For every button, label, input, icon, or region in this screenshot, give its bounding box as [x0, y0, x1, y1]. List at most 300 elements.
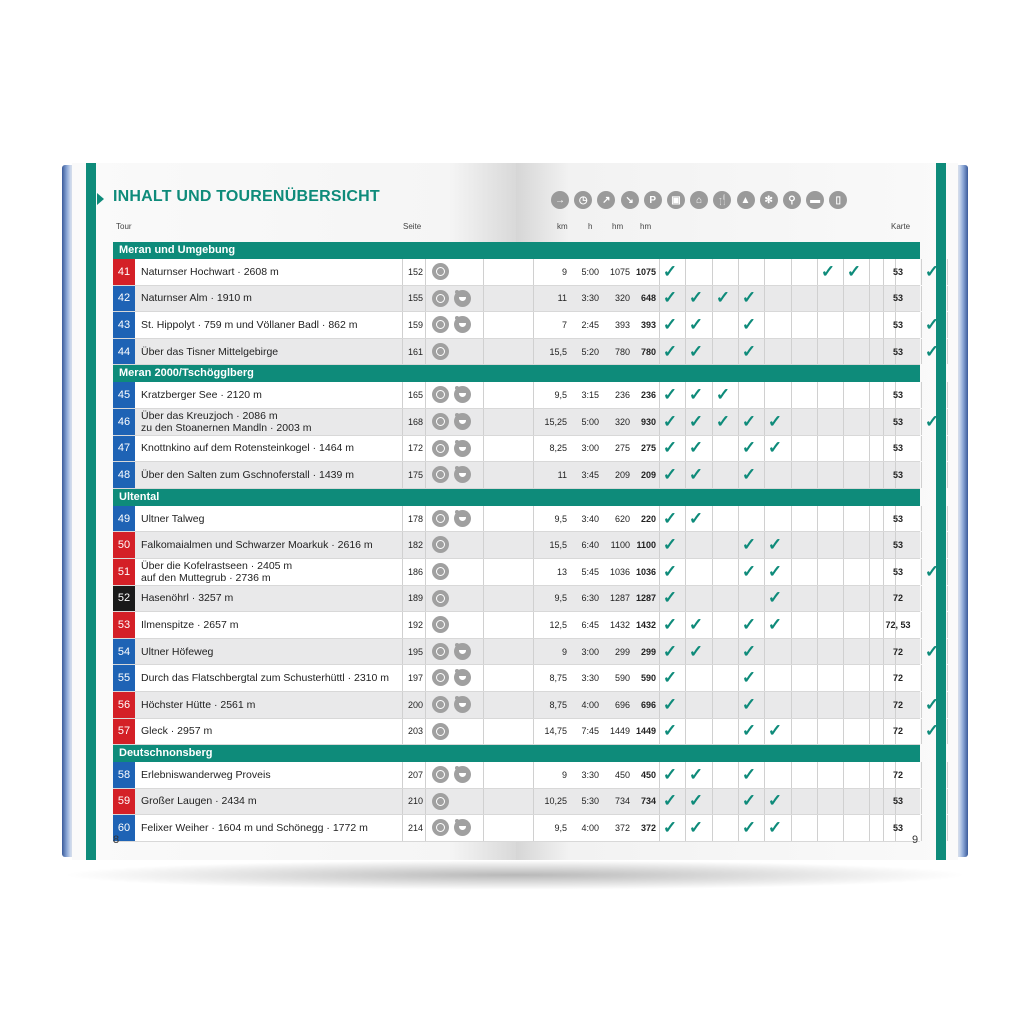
- column-divider: [712, 586, 713, 612]
- descent-hm: 696: [640, 699, 656, 710]
- family-bear-icon: [454, 510, 471, 527]
- check-icon: ✓: [662, 614, 678, 634]
- tour-name-line: Falkomaialmen und Schwarzer Moarkuk · 2616 m: [141, 539, 373, 552]
- tour-name: [141, 409, 406, 435]
- check-icon: ✓: [741, 341, 757, 361]
- column-divider: [425, 436, 426, 462]
- column-divider: [425, 639, 426, 665]
- table-row: [113, 286, 920, 313]
- check-icon: ✓: [924, 411, 940, 431]
- column-divider: [402, 815, 403, 841]
- check-icon: ✓: [820, 261, 836, 281]
- column-divider: [791, 789, 792, 815]
- family-bear-icon: [454, 316, 471, 333]
- family-bear-icon: [454, 766, 471, 783]
- check-icon: ✓: [688, 288, 704, 308]
- tour-name-line: Ultner Höfeweg: [141, 645, 214, 658]
- difficulty-icon: [432, 386, 449, 403]
- check-icon: ✓: [688, 791, 704, 811]
- column-divider: [947, 665, 948, 691]
- column-divider: [817, 436, 818, 462]
- column-divider: [869, 665, 870, 691]
- column-divider: [817, 612, 818, 638]
- check-icon: ✓: [741, 694, 757, 714]
- map-ref: 53: [892, 266, 903, 277]
- descent-hm: 734: [640, 796, 656, 807]
- family-bear-icon: [454, 440, 471, 457]
- column-divider: [483, 692, 484, 718]
- column-divider: [425, 665, 426, 691]
- column-divider: [791, 312, 792, 338]
- duration-h: 4:00: [581, 823, 599, 834]
- check-icon: ✓: [924, 314, 940, 334]
- column-divider: [402, 612, 403, 638]
- column-divider: [402, 462, 403, 488]
- difficulty-icon: [432, 290, 449, 307]
- page-ref: 161: [407, 346, 423, 357]
- column-divider: [764, 762, 765, 788]
- duration-h: 4:00: [581, 699, 599, 710]
- distance-km: 12,5: [549, 619, 567, 630]
- column-divider: [738, 382, 739, 408]
- difficulty-icon: [432, 263, 449, 280]
- column-divider: [402, 789, 403, 815]
- column-divider: [921, 665, 922, 691]
- check-icon: ✓: [662, 411, 678, 431]
- column-divider: [764, 462, 765, 488]
- tour-number-badge: 59: [113, 789, 135, 815]
- ascent-hm: 320: [614, 293, 630, 304]
- table-row: [113, 339, 940, 366]
- header-h: h: [588, 222, 593, 231]
- check-icon: ✓: [767, 791, 783, 811]
- column-divider: [685, 259, 686, 285]
- ascent-hm: 1075: [609, 266, 630, 277]
- column-divider: [712, 639, 713, 665]
- column-divider: [425, 789, 426, 815]
- page-ref: 178: [407, 513, 423, 524]
- column-divider: [712, 506, 713, 532]
- table-row: [113, 639, 940, 666]
- column-divider: [869, 286, 870, 312]
- page-ref: 152: [407, 266, 423, 277]
- column-divider: [402, 692, 403, 718]
- page-ref: 192: [407, 619, 423, 630]
- check-icon: ✓: [688, 614, 704, 634]
- tour-name-line: Gleck · 2957 m: [141, 725, 213, 738]
- table-row: [113, 532, 920, 559]
- page-ref: 197: [407, 673, 423, 684]
- map-ref: 72, 53: [885, 619, 911, 630]
- check-icon: ✓: [662, 588, 678, 608]
- tour-name-line: zu den Stoanernen Mandln · 2003 m: [141, 421, 312, 434]
- column-divider: [712, 559, 713, 585]
- column-divider: [791, 409, 792, 435]
- column-divider: [425, 719, 426, 745]
- column-divider: [425, 612, 426, 638]
- family-bear-icon: [454, 643, 471, 660]
- check-icon: ✓: [688, 508, 704, 528]
- map-ref: 72: [892, 726, 903, 737]
- column-divider: [764, 259, 765, 285]
- tour-number-badge: 44: [113, 339, 135, 365]
- tour-number-badge: 46: [113, 409, 135, 435]
- map-ref: 53: [892, 390, 903, 401]
- difficulty-icon: [432, 563, 449, 580]
- column-divider: [402, 339, 403, 365]
- column-divider: [817, 286, 818, 312]
- tour-name: [141, 789, 406, 815]
- duration-h: 5:30: [581, 796, 599, 807]
- column-divider: [947, 382, 948, 408]
- check-icon: ✓: [741, 668, 757, 688]
- column-divider: [425, 559, 426, 585]
- descent-hm: 236: [640, 390, 656, 401]
- tour-name-line: Ultner Talweg: [141, 512, 205, 525]
- duration-h: 6:30: [581, 593, 599, 604]
- header-km: km: [557, 222, 568, 231]
- difficulty-icon: [432, 536, 449, 553]
- difficulty-icon: [432, 793, 449, 810]
- table-row: [113, 815, 920, 842]
- descent-hm: 299: [640, 646, 656, 657]
- table-row: [113, 506, 920, 533]
- column-divider: [947, 815, 948, 841]
- check-icon: ✓: [741, 535, 757, 555]
- tour-name-line: Über das Tisner Mittelgebirge: [141, 345, 279, 358]
- column-divider: [712, 719, 713, 745]
- distance-km: 9,5: [554, 823, 567, 834]
- column-divider: [483, 719, 484, 745]
- distance-km: 7: [561, 319, 567, 330]
- check-icon: ✓: [741, 288, 757, 308]
- table-row: [113, 692, 940, 719]
- column-divider: [869, 462, 870, 488]
- map-ref: 72: [892, 699, 903, 710]
- column-divider: [947, 532, 948, 558]
- column-divider: [869, 409, 870, 435]
- column-divider: [764, 312, 765, 338]
- column-divider: [791, 719, 792, 745]
- page-ref: 214: [407, 823, 423, 834]
- difficulty-icon: [432, 510, 449, 527]
- column-divider: [483, 436, 484, 462]
- table-row: [113, 382, 920, 409]
- parking-icon: P: [644, 191, 662, 209]
- check-icon: ✓: [715, 385, 731, 405]
- distance-km: 9,5: [554, 593, 567, 604]
- difficulty-icon: [432, 669, 449, 686]
- column-divider: [764, 286, 765, 312]
- column-divider: [791, 462, 792, 488]
- page-ref: 159: [407, 319, 423, 330]
- column-divider: [843, 762, 844, 788]
- descent-hm: 648: [640, 293, 656, 304]
- column-divider: [483, 815, 484, 841]
- column-divider: [791, 559, 792, 585]
- map-ref: 53: [892, 293, 903, 304]
- tour-name-line: Über den Salten zum Gschnoferstall · 1439 m: [141, 468, 355, 481]
- column-divider: [921, 436, 922, 462]
- column-divider: [483, 409, 484, 435]
- check-icon: ✓: [662, 508, 678, 528]
- distance-km: 11: [557, 469, 567, 480]
- difficulty-icon: [432, 466, 449, 483]
- check-icon: ✓: [741, 764, 757, 784]
- table-row: [113, 586, 920, 613]
- check-icon: ✓: [741, 641, 757, 661]
- column-divider: [712, 259, 713, 285]
- bed-icon: ▬: [806, 191, 824, 209]
- column-divider: [425, 506, 426, 532]
- descent-hm: 393: [640, 319, 656, 330]
- column-divider: [843, 339, 844, 365]
- column-divider: [791, 436, 792, 462]
- column-divider: [947, 762, 948, 788]
- column-divider: [483, 382, 484, 408]
- map-ref: 72: [892, 593, 903, 604]
- page-ref: 155: [407, 293, 423, 304]
- check-icon: ✓: [662, 314, 678, 334]
- check-icon: ✓: [741, 561, 757, 581]
- ascent-hm: 299: [614, 646, 630, 657]
- map-ref: 53: [892, 346, 903, 357]
- check-icon: ✓: [688, 641, 704, 661]
- column-divider: [921, 462, 922, 488]
- column-divider: [843, 639, 844, 665]
- duration-h: 2:45: [581, 319, 599, 330]
- duration-h: 6:40: [581, 540, 599, 551]
- column-divider: [817, 815, 818, 841]
- column-divider: [817, 639, 818, 665]
- column-divider: [712, 692, 713, 718]
- column-divider: [921, 815, 922, 841]
- restaurant-icon: 🍴: [713, 191, 731, 209]
- ascent-hm: 275: [614, 443, 630, 454]
- column-divider: [869, 639, 870, 665]
- duration-h: 5:45: [581, 566, 599, 577]
- distance-km: 10,25: [544, 796, 567, 807]
- page-ref: 195: [407, 646, 423, 657]
- tour-number-badge: 50: [113, 532, 135, 558]
- tour-name-line: Höchster Hütte · 2561 m: [141, 698, 256, 711]
- check-icon: ✓: [662, 764, 678, 784]
- family-bear-icon: [454, 290, 471, 307]
- check-icon: ✓: [688, 411, 704, 431]
- column-divider: [947, 586, 948, 612]
- column-divider: [483, 586, 484, 612]
- tour-name: [141, 665, 406, 691]
- family-bear-icon: [454, 696, 471, 713]
- page-number-right: 9: [912, 834, 919, 846]
- check-icon: ✓: [767, 588, 783, 608]
- tour-number-badge: 43: [113, 312, 135, 338]
- table-row: [113, 762, 920, 789]
- column-divider: [764, 382, 765, 408]
- check-icon: ✓: [688, 314, 704, 334]
- check-icon: ✓: [715, 288, 731, 308]
- page-ref: 186: [407, 566, 423, 577]
- tour-name: [141, 312, 406, 338]
- difficulty-icon: [432, 766, 449, 783]
- column-divider: [869, 559, 870, 585]
- descent-hm: 450: [640, 769, 656, 780]
- column-divider: [425, 532, 426, 558]
- page-ref: 175: [407, 469, 423, 480]
- section-header: Deutschnonsberg: [113, 745, 920, 762]
- column-divider: [817, 762, 818, 788]
- tour-number-badge: 57: [113, 719, 135, 745]
- descent-hm: 1449: [635, 726, 656, 737]
- map-ref: 53: [892, 443, 903, 454]
- ascent-hm: 393: [614, 319, 630, 330]
- tour-name-line: Erlebniswanderweg Proveis: [141, 768, 271, 781]
- table-row: [113, 559, 940, 586]
- duration-h: 3:30: [581, 769, 599, 780]
- check-icon: ✓: [662, 561, 678, 581]
- check-icon: ✓: [767, 561, 783, 581]
- column-divider: [947, 462, 948, 488]
- check-icon: ✓: [688, 464, 704, 484]
- column-divider: [817, 339, 818, 365]
- downhill-icon: ↘: [621, 191, 639, 209]
- tour-name-line: Kratzberger See · 2120 m: [141, 389, 262, 402]
- family-bear-icon: [454, 466, 471, 483]
- column-divider: [483, 665, 484, 691]
- table-row: [113, 312, 940, 339]
- column-divider: [921, 382, 922, 408]
- ascent-hm: 590: [614, 673, 630, 684]
- ascent-hm: 1100: [610, 540, 630, 551]
- tour-name: [141, 506, 406, 532]
- difficulty-icon: [432, 696, 449, 713]
- difficulty-icon: [432, 723, 449, 740]
- tour-name: [141, 612, 406, 638]
- check-icon: ✓: [662, 694, 678, 714]
- column-divider: [843, 719, 844, 745]
- check-icon: ✓: [688, 818, 704, 838]
- tour-name-line: auf den Muttegrub · 2736 m: [141, 571, 271, 584]
- check-icon: ✓: [767, 614, 783, 634]
- column-divider: [947, 506, 948, 532]
- tour-number-badge: 42: [113, 286, 135, 312]
- ascent-hm: 236: [614, 390, 630, 401]
- column-divider: [947, 259, 948, 285]
- column-divider: [843, 665, 844, 691]
- check-icon: ✓: [924, 641, 940, 661]
- check-icon: ✓: [662, 438, 678, 458]
- map-ref: 72: [892, 673, 903, 684]
- column-divider: [869, 815, 870, 841]
- difficulty-icon: [432, 590, 449, 607]
- ascent-hm: 1287: [609, 593, 630, 604]
- column-divider: [843, 506, 844, 532]
- column-divider: [712, 762, 713, 788]
- check-icon: ✓: [662, 288, 678, 308]
- column-divider: [483, 762, 484, 788]
- column-divider: [817, 462, 818, 488]
- winter-icon: ✻: [760, 191, 778, 209]
- map-ref: 53: [892, 513, 903, 524]
- column-divider: [817, 382, 818, 408]
- column-divider: [685, 692, 686, 718]
- page-ref: 172: [407, 443, 423, 454]
- distance-km: 9: [561, 769, 567, 780]
- family-bear-icon: [454, 819, 471, 836]
- phone-icon: ▯: [829, 191, 847, 209]
- tour-name: [141, 462, 406, 488]
- check-icon: ✓: [662, 261, 678, 281]
- column-divider: [843, 436, 844, 462]
- distance-km: 9: [561, 646, 567, 657]
- check-icon: ✓: [688, 385, 704, 405]
- duration-h: 3:00: [581, 443, 599, 454]
- tour-name: [141, 259, 406, 285]
- column-divider: [843, 532, 844, 558]
- column-divider: [843, 789, 844, 815]
- column-divider: [817, 559, 818, 585]
- page-ref: 210: [407, 796, 423, 807]
- column-divider: [921, 506, 922, 532]
- check-icon: ✓: [662, 721, 678, 741]
- column-divider: [712, 612, 713, 638]
- check-icon: ✓: [662, 668, 678, 688]
- family-bear-icon: [454, 669, 471, 686]
- check-icon: ✓: [662, 464, 678, 484]
- tour-name: [141, 382, 406, 408]
- check-icon: ✓: [924, 261, 940, 281]
- page-ref: 165: [407, 390, 423, 401]
- ascent-hm: 450: [614, 769, 630, 780]
- tour-name: [141, 532, 406, 558]
- column-divider: [869, 532, 870, 558]
- column-divider: [764, 665, 765, 691]
- ascent-hm: 1449: [609, 726, 630, 737]
- column-divider: [483, 259, 484, 285]
- tour-name: [141, 762, 406, 788]
- descent-hm: 1432: [635, 619, 656, 630]
- check-icon: ✓: [767, 721, 783, 741]
- ascent-hm: 696: [614, 699, 630, 710]
- map-ref: 53: [892, 796, 903, 807]
- column-divider: [791, 612, 792, 638]
- page-ref: 207: [407, 769, 423, 780]
- distance-km: 9,5: [554, 513, 567, 524]
- column-divider: [947, 612, 948, 638]
- check-icon: ✓: [741, 411, 757, 431]
- page-ref: 189: [407, 593, 423, 604]
- column-divider: [764, 692, 765, 718]
- column-divider: [947, 409, 948, 435]
- check-icon: ✓: [688, 438, 704, 458]
- signpost-icon: →: [551, 191, 569, 209]
- column-divider: [817, 506, 818, 532]
- column-divider: [685, 665, 686, 691]
- column-divider: [817, 692, 818, 718]
- column-divider: [402, 665, 403, 691]
- column-divider: [712, 665, 713, 691]
- check-icon: ✓: [924, 694, 940, 714]
- page-ref: 182: [407, 540, 423, 551]
- column-divider: [712, 789, 713, 815]
- map-ref: 53: [892, 319, 903, 330]
- column-divider: [483, 462, 484, 488]
- descent-hm: 372: [640, 823, 656, 834]
- distance-km: 15,5: [549, 346, 567, 357]
- column-divider: [712, 436, 713, 462]
- column-divider: [869, 612, 870, 638]
- map-ref: 53: [892, 469, 903, 480]
